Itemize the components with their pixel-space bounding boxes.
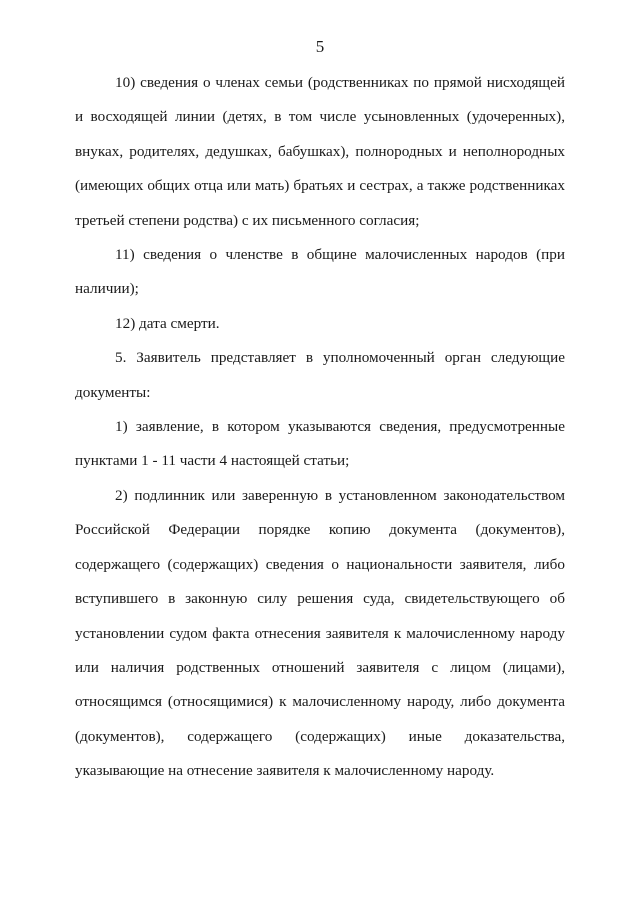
- paragraph-item-1-application: 1) заявление, в котором указываются сведения, предусмотренные пунктами 1 - 11 части 4 настоящей статьи;: [75, 418, 565, 470]
- document-body: [75, 66, 565, 789]
- paragraph-item-10-family-members: 10) сведения о членах семьи (родственниках по прямой нисходящей и восходящей линии (детях, в том числе усыновленных (удочеренных), внуках, родителях, дедушках, бабушках), полнородных и неполнородных (имеющих общих отца или мать) братьях и сестрах, а также родственниках третьей степени родства) с их письменного согласия;: [75, 74, 565, 229]
- paragraph-item-2-original-document: 2) подлинник или заверенную в установленном законодательством Российской Федерации порядке копию документа (документов), содержащего (содержащих) сведения о национальности заявителя, либо вступившего в законную силу решения суда, свидетельствующего об установлении судом факта отнесения заявителя к малочисленному народу или наличия родственных отношений заявителя с лицом (лицами), относящимся (относящимися) к малочисленному народу, либо документа (документов), содержащего (содержащих) иные доказательства, указывающие на отнесение заявителя к малочисленному народу.: [75, 486, 565, 780]
- page-number: 5: [315, 37, 325, 56]
- paragraph-clause-5-applicant-documents: 5. Заявитель представляет в уполномоченный орган следующие документы:: [75, 349, 565, 401]
- paragraph-item-12-date-of-death: 12) дата смерти.: [115, 314, 220, 332]
- paragraph-item-11-community-membership: 11) сведения о членстве в общине малочисленных народов (при наличии);: [75, 246, 565, 298]
